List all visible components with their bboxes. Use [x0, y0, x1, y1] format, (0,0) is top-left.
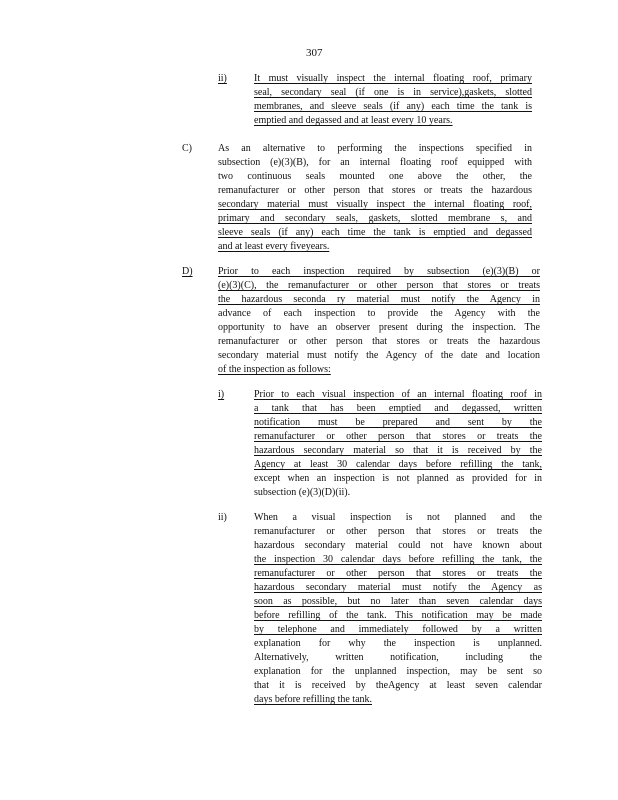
text-line: opportunity to have an observer present during the inspection. The	[218, 322, 540, 333]
text-line: remanufacturer or other person that stores or treats the	[254, 431, 542, 442]
text-line: secondary material must visually inspect the internal floating roof,	[218, 199, 532, 210]
text-line: explanation for the unplanned inspection, may be sent so	[254, 666, 542, 677]
text-line: of the inspection as follows:	[218, 364, 331, 375]
text-line: explanation for why the inspection is unplanned.	[254, 638, 542, 649]
text-line: sleeve seals (if any) each time the tank is emptied and degassed	[218, 227, 532, 238]
paragraph-d-ii	[254, 511, 542, 707]
text-line: membranes, and sleeve seals (if any) each time the tank is	[254, 101, 532, 112]
text-line: secondary material must notify the Agency of the date and location	[218, 350, 540, 361]
text-line: remanufacturer or other person that stores or treats the	[254, 526, 542, 537]
text-line: remanufacturer or other person that stores or treats the	[254, 568, 542, 579]
paragraph-d	[218, 265, 540, 377]
text-line: remanufacturer or other person that stores or treats the hazardous	[218, 336, 540, 347]
text-line: Prior to each inspection required by subsection (e)(3)(B) or	[218, 266, 540, 277]
text-line: two continuous seals mounted one above the other, the	[218, 171, 532, 182]
text-line: the hazardous seconda ry material must notify the Agency in	[218, 294, 540, 305]
text-line: soon as possible, but no later than seven calendar days	[254, 596, 542, 607]
text-line: Alternatively, written notification, including the	[254, 652, 542, 663]
page-number: 307	[306, 47, 323, 59]
text-line: remanufacturer or other person that stores or treats the hazardous	[218, 185, 532, 196]
text-line: that it is received by theAgency at least seven calendar	[254, 680, 542, 691]
text-line: It must visually inspect the internal floating roof, primary	[254, 73, 532, 84]
item-marker-d: D)	[182, 266, 193, 277]
item-marker-d-i: i)	[218, 389, 225, 400]
text-line: As an alternative to performing the inspections specified in	[218, 143, 532, 154]
text-line: the inspection 30 calendar days before refilling the tank, the	[254, 554, 542, 565]
text-line: and at least every fiveyears.	[218, 241, 330, 252]
text-line: by telephone and immediately followed by a written	[254, 624, 542, 635]
text-line: Agency at least 30 calendar days before refilling the tank,	[254, 459, 542, 470]
item-marker-c: C)	[182, 143, 192, 154]
text-line: hazardous secondary material must notify the Agency as	[254, 582, 542, 593]
text-line: hazardous secondary material so that it is received by the	[254, 445, 542, 456]
text-line: subsection (e)(3)(B), for an internal floating roof equipped with	[218, 157, 532, 168]
text-line: seal, secondary seal (if one is in service),gaskets, slotted	[254, 87, 532, 98]
item-marker-d-ii: ii)	[218, 512, 227, 523]
text-line: emptied and degassed and at least every 10 years.	[254, 115, 453, 126]
text-line: (e)(3)(C), the remanufacturer or other person that stores or treats	[218, 280, 540, 291]
paragraph-d-i	[254, 388, 542, 500]
text-line: hazardous secondary material could not have known about	[254, 540, 542, 551]
text-line: except when an inspection is not planned as provided for in	[254, 473, 542, 484]
text-line: notification must be prepared and sent by the	[254, 417, 542, 428]
text-line: a tank that has been emptied and degassed, written	[254, 403, 542, 414]
text-line: days before refilling the tank.	[254, 694, 373, 705]
text-line: before refilling of the tank. This notification may be made	[254, 610, 542, 621]
text-line: primary and secondary seals, gaskets, slotted membrane s, and	[218, 213, 532, 224]
item-marker-c2-ii: ii)	[218, 73, 227, 84]
text-line: advance of each inspection to provide the Agency with the	[218, 308, 540, 319]
text-line: subsection (e)(3)(D)(ii).	[254, 487, 351, 498]
paragraph-c	[218, 142, 532, 254]
text-line: When a visual inspection is not planned and the	[254, 512, 542, 523]
text-line: Prior to each visual inspection of an internal floating roof in	[254, 389, 542, 400]
paragraph-c2-ii	[254, 72, 532, 128]
